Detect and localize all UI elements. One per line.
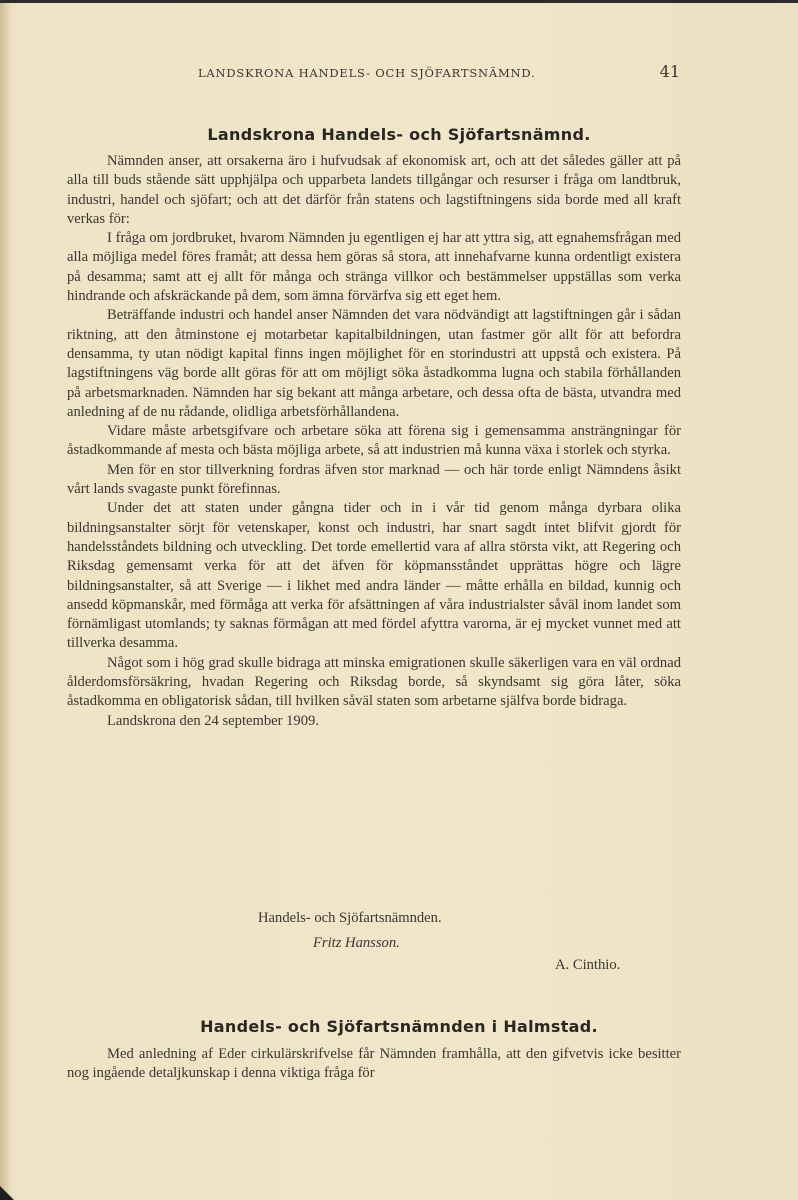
- section-title-landskrona: Landskrona Handels- och Sjöfartsnämnd.: [207, 125, 591, 144]
- section-body-halmstad: [67, 1045, 681, 1084]
- paragraph: I fråga om jordbruket, hvarom Nämnden ju egentligen ej har att yttra sig, att egnahemsfrågan med alla möjliga medel föres framåt; att dessa hem göras så stora, att innehafvarne kunna ordentligt existera på desamma; samt att ej allt för många och stränga villkor och bestämmelser uppställas som verka hindrande och afskräckande på dem, som ämna förvärfva sig ett eget hem.: [67, 230, 681, 305]
- dateline: Landskrona den 24 september 1909.: [107, 712, 319, 729]
- paragraph: Beträffande industri och handel anser Nämnden det vara nödvändigt att lagstiftningen går i sådan riktning, att den åtminstone ej motarbetar kapitalbildningen, utan fastmer gör allt för att befordra densamma, ty utan nödigt kapital finns ingen möjlighet för en storindustri att uppstå och existera. På lagstiftningens väg borde allt göras för att om möjligt söka åstadkomma lugna och stabila förhållanden på arbetsmarknaden. Nämnden har sig bekant att många arbetare, och dessa ofta de bästa, utvandra med anledning af de nu rådande, olidliga arbetsförhållandena.: [67, 307, 681, 420]
- paragraph: Nämnden anser, att orsakerna äro i hufvudsak af ekonomisk art, och att det således gäller att på alla till buds stående sätt upphjälpa och upparbeta landets tillgångar och resurser i fråga om landtbruk, industri, handel och sjöfart; och att det därför från statens och lagstiftningens sida borde med all kraft verkas för:: [67, 153, 681, 227]
- page-corner-mark: [0, 1186, 14, 1200]
- running-head: LANDSKRONA HANDELS- OCH SJÖFARTSNÄMND.: [198, 66, 536, 80]
- paragraph: Under det att staten under gångna tider och in i vår tid genom många dyrbara olika bildningsanstalter sörjt för vetenskaper, konst och industri, har snart sagdt intet blifvit gjordt för handelsståndets bildning och utveckling. Det torde emellertid vara af allra största vikt, att Regering och Riksdag gemensamt verka för att det äfven för köpmansståndet upprättas högre och lägre bildningsanstalter, så att Sverige — i likhet med andra länder — måtte erhålla en bildad, kunnig och ansedd köpmanskår, med förmåga att verka för afsättningen af våra industrialster såväl inom landet som förnämligast utomlands; ty saknas förmågan att med fördel afyttra varorna, är ej mycket vunnet med att tillverka desamma.: [67, 500, 681, 652]
- top-edge-line: [0, 0, 798, 3]
- signature-name: Fritz Hansson.: [313, 935, 400, 951]
- section-body-landskrona: [67, 152, 681, 731]
- page-number: 41: [659, 62, 680, 81]
- signature-organization: Handels- och Sjöfartsnämnden.: [258, 910, 442, 926]
- signature-name: A. Cinthio.: [555, 957, 621, 973]
- paragraph: Vidare måste arbetsgifvare och arbetare söka att förena sig i gemensamma ansträngningar för åstadkommande af mesta och bästa möjliga arbete, så att industrien må kunna växa i storlek och styrka.: [67, 423, 681, 459]
- paragraph: Något som i hög grad skulle bidraga att minska emigrationen skulle säkerligen vara en väl ordnad ålderdomsförsäkring, hvadan Regering och Riksdag borde, så skyndsamt sig göra låter, söka åstadkomma en obligatorisk sådan, till hvilken såväl staten som arbetarne själfva borde bidraga.: [67, 654, 681, 710]
- section-title-halmstad: Handels- och Sjöfartsnämnden i Halmstad.: [200, 1017, 598, 1036]
- paragraph: Men för en stor tillverkning fordras äfven stor marknad — och här torde enligt Nämndens åsikt vårt lands svagaste punkt förefinnas.: [67, 461, 681, 498]
- paragraph: Med anledning af Eder cirkulärskrifvelse får Nämnden framhålla, att den gifvetvis icke besitter nog ingående detaljkunskap i denna viktiga fråga för: [67, 1046, 681, 1082]
